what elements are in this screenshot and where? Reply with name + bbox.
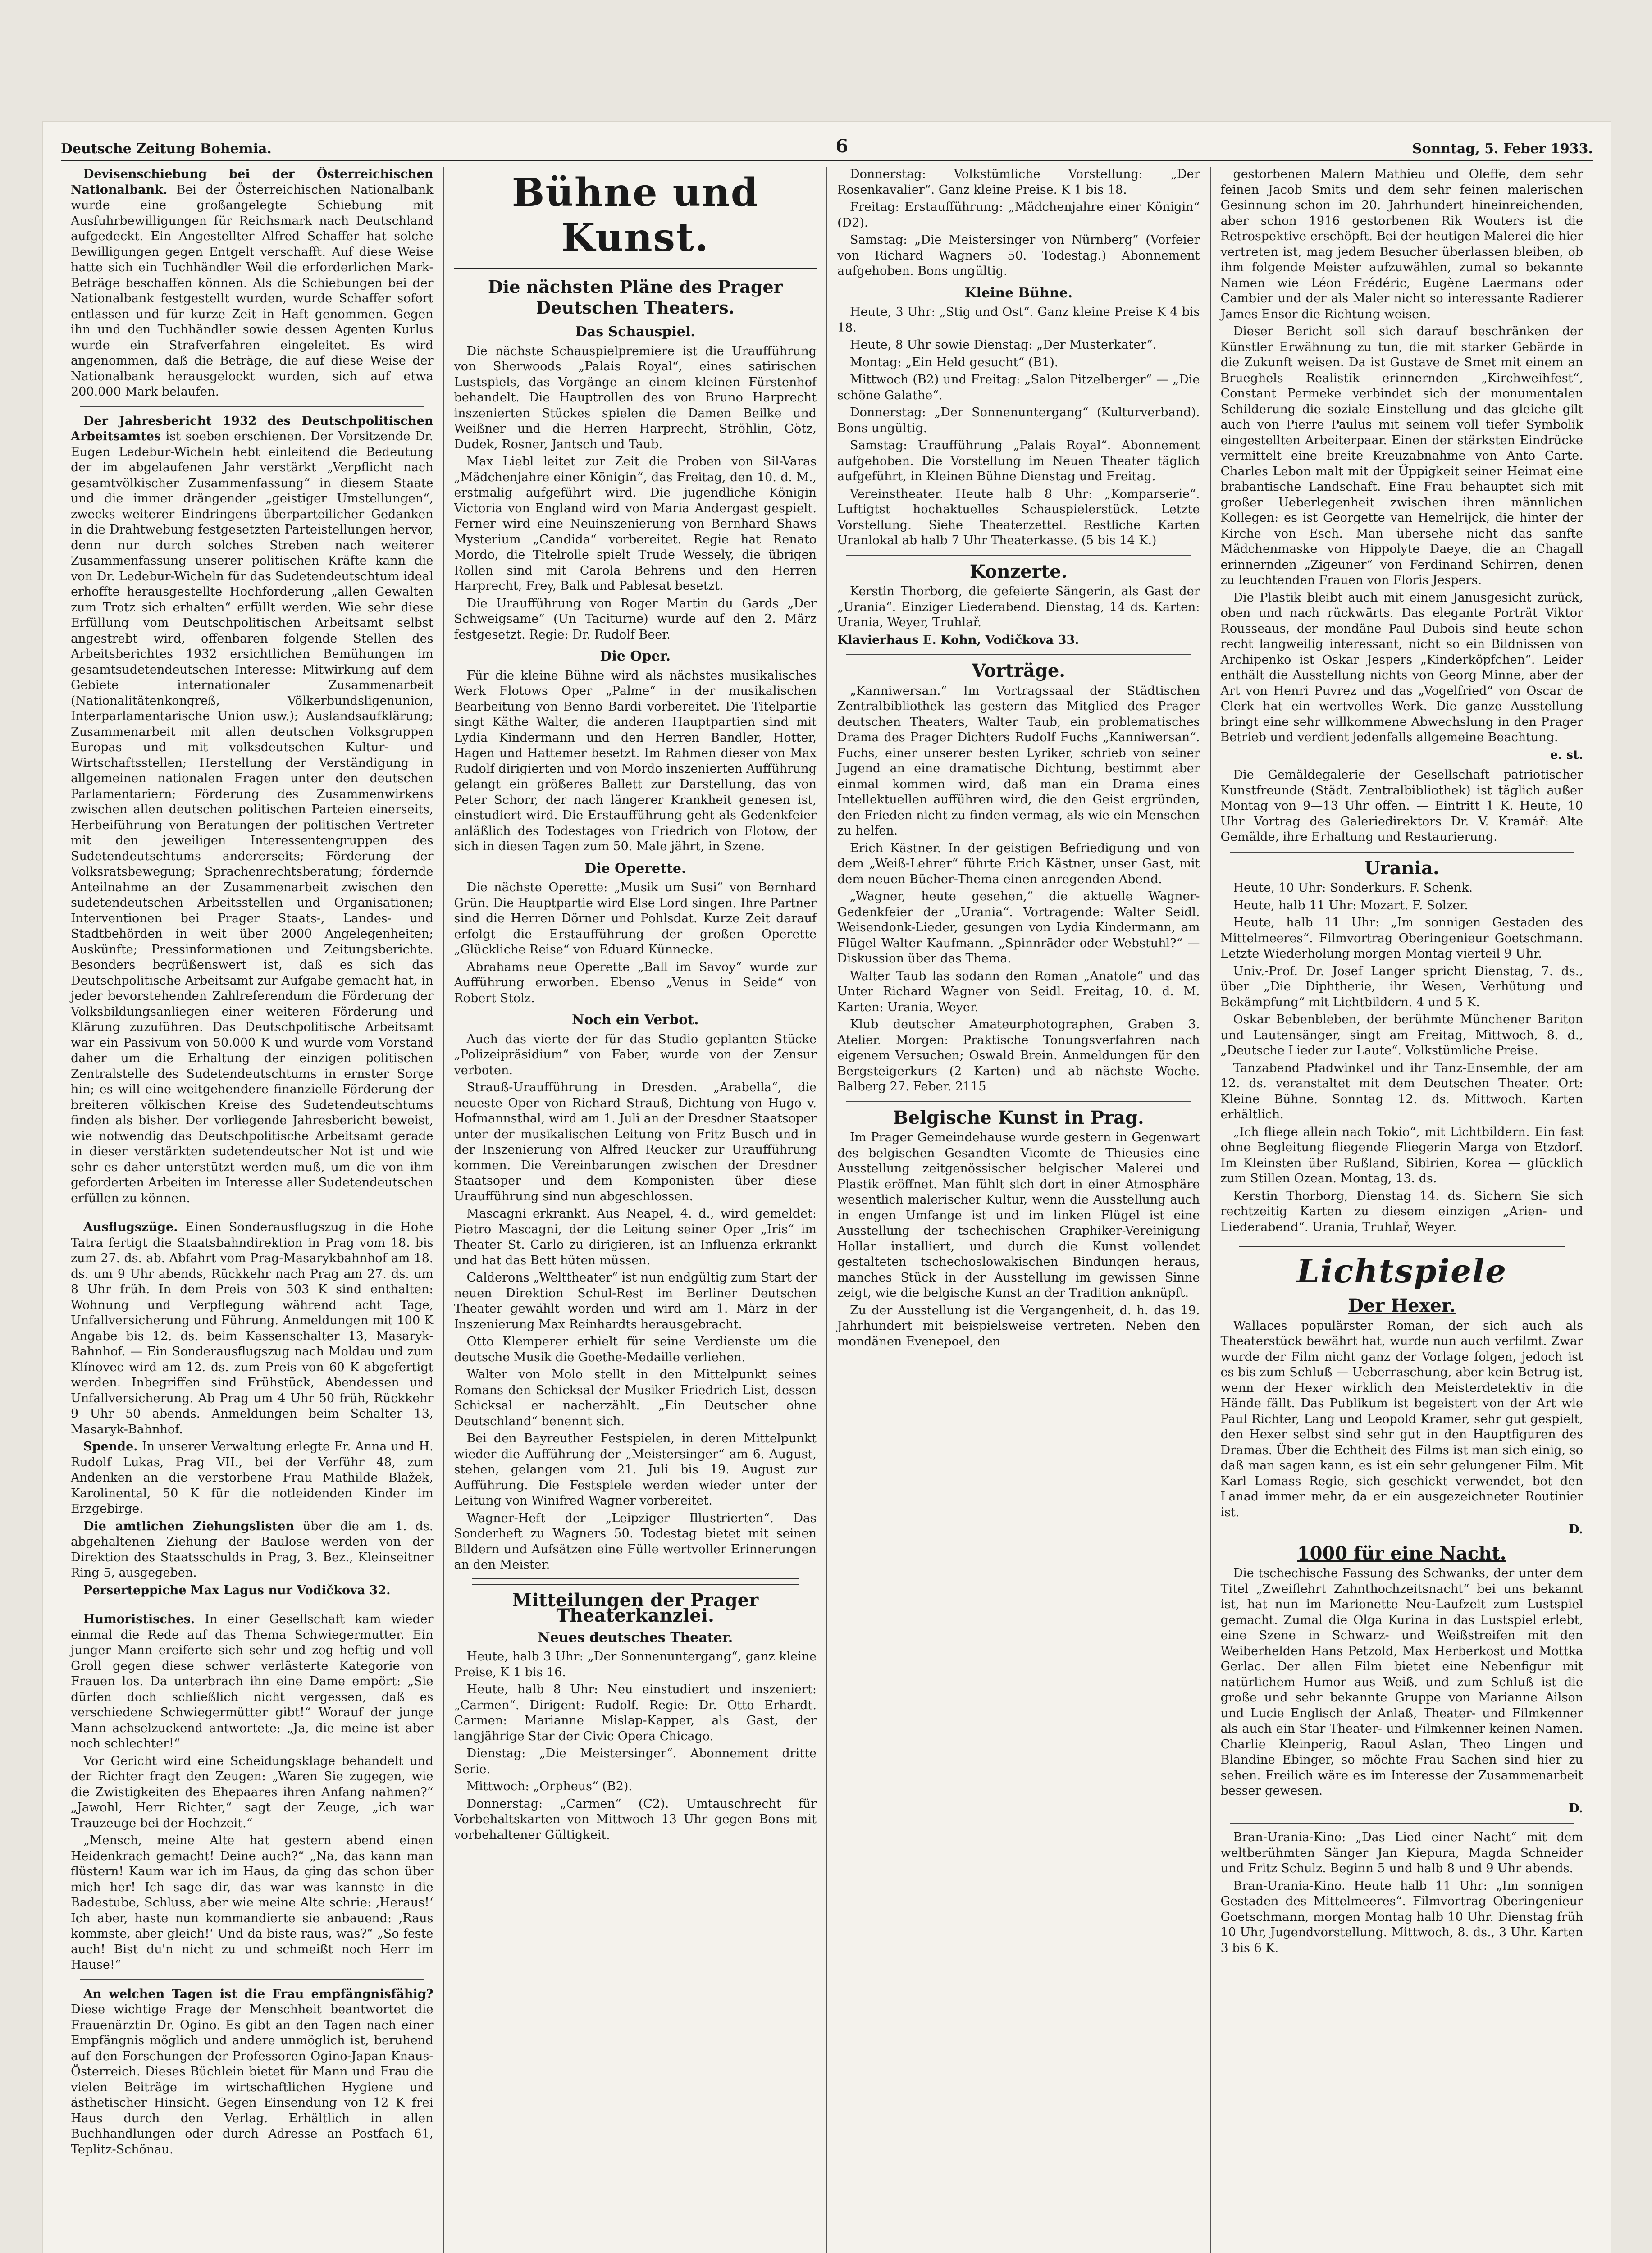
article-paragraph bbox=[454, 960, 817, 1007]
paragraph-text: Mittwoch (B2) und Freitag: „Salon Pitzelberger“ — „Die schöne Galathe“. bbox=[837, 373, 1200, 402]
kleine-buehne-schedule bbox=[837, 305, 1200, 485]
article-paragraph bbox=[71, 1754, 434, 1832]
article-paragraph bbox=[454, 1270, 817, 1332]
gemaeldegalerie: Die Gemäldegalerie der Gesellschaft patriotischer Kunstfreunde (Städt. Zentralbibliothek) ist täglich außer Montag von 9—13 Uhr offen. — Eintritt 1 K. Heute, 10 Uhr Vortrag des Galeriedirektors Dr. V. Kramář: Alte Gemälde, ihre Erhaltung und Restaurierung. bbox=[1220, 768, 1583, 844]
paragraph-text: Die Plastik bleibt auch mit einem Janusgesicht zurück, oben und nach rückwärts. Das elegante Porträt Viktor Rousseaus, der mondäne Paul Dubois sind heute schon recht langweilig interessant, nicht so ein Bildnissen von Archipenko ist Oskar Jespers „Kinderköpfchen“. Leider enthält die Ausstellung nichts von Georg Minne, aber der Art von Henri Puvrez und das „Vogelfried“ von Oscar de Clerk hat ein wertvolles Werk. Die ganze Ausstellung bringt eine sehr willkommene Abwechslung in den Prager Betrieb und verdient jedenfalls allgemeine Beachtung. bbox=[1220, 590, 1583, 744]
paragraph-lead: Ausflugszüge. bbox=[83, 1220, 178, 1234]
paragraph-text: Donnerstag: Volkstümliche Vorstellung: „Der Rosenkavalier“. Ganz kleine Preise. K 1 bis 18. bbox=[837, 167, 1200, 197]
urania-item bbox=[1221, 898, 1584, 914]
schedule-item bbox=[454, 1649, 817, 1680]
paragraph-text: ist soeben erschienen. Der Vorsitzende Dr. Eugen Ledebur-Wicheln hebt einleitend die Bedeutung der im abgelaufenen Jahr verstärkt „Verpflicht nach gesamtvölkischer Zusammenfassung“ in diesem Staate und die immer drängender „geistiger Umstellungen“, zwecks weiterer Eindringens überparteilicher Gedanken in die Drahtwebung festgesetzten Parteistellungen hervor, denn nur durch solches Streben nach weiterer Zusammenfassung unserer politischen Kräfte kann die von Dr. Ledebur-Wicheln für das Sudetendeutschtum ideal erhoffte herausgestellte Hochforderung „allen Gewalten zum Trotz sich erhalten“ erfüllt werden. Wie sehr diese Erfüllung vom Deutschpolitischen Arbeitsamt selbst angestrebt wird, offenbaren folgende Stellen des Arbeitsberichtes 1932 ersichtlichen Bemühungen im gesamtsudetendeutschen Interesse: Mitwirkung auf dem Gebiete internationaler Zusammenarbeit (Nationalitätenkongreß, Völkerbundsligenunion, Interparlamentarische Union usw.); Auslandsaufklärung; Zusammenarbeit mit allen deutschen Volksgruppen Europas und mit volksdeutschen Kultur- und Wirtschaftsstellen; Herstellung der Verständigung in allgemeinen nationalen Fragen unter den deutschen Parlamentariern; Förderung des Zusammenwirkens zwischen allen deutschen politischen Parteien einerseits, Herbeiführung von Beratungen der politischen Vertreter mit den jeweiligen Interessentengruppen des Sudetendeutschtums andererseits; Förderung der Volksratsbewegung; Sprachenrechtsberatung; fördernde Anteilnahme an der Zusammenarbeit zwischen den sudetendeutschen Arbeitsstellen und Organisationen; Interventionen bei Prager Staats-, Landes- und Stadtbehörden in weit über 2000 Angelegenheiten; Auskünfte; Pressinformationen und Zeitungsberichte. Besonders begrüßenswert ist, daß es sich das Deutschpolitische Arbeitsamt zur Aufgabe gemacht hat, in jeder bevorstehenden Zahlreferendum die Förderung der Volksbildungsanliegen einer weiteren Förderung und Klärung zuzuführen. Das Deutschpolitische Arbeitsamt war ein Passivum von 50.000 K und wurde vom Vorstand daher um die Erhaltung der einzigen politischen Zentralstelle des Sudetendeutschtums in ernster Sorge hin; es will eine weitgehendere finanzielle Förderung der breiteren völkischen Kreise des Sudetendeutschtums finden als bisher. Der vorliegende Jahresbericht beweist, wie notwendig das Deutschpolitische Arbeitsamt gerade in dieser verstärkten sudetendeutscher Not ist und wie sehr es daher unterstützt werden muß, um die von ihm geforderten Arbeiten im Interesse aller Sudetendeutschen erfüllen zu können. bbox=[71, 429, 434, 1205]
schedule-item bbox=[837, 167, 1200, 198]
urania-item bbox=[1221, 1012, 1584, 1059]
paragraph-text: Samstag: „Die Meistersinger von Nürnberg“ (Vorfeier von Richard Wagners 50. Todestag.) Abonnement aufgehoben. Bons ungültig. bbox=[837, 233, 1200, 278]
paragraph-text: gestorbenen Malern Mathieu und Oleffe, dem sehr feinen Jacob Smits und dem sehr feinen malerischen Gesinnung schon im 20. Jahrhundert hineinreichenden, aber schon 1916 gestorbenen Rik Wouters ist die Retrospektive erschöpft. Bei der heutigen Malerei die hier vertreten ist, mag jedem Besucher überlassen bleiben, ob ihm folgende Meister aufzuwählen, zumal so bekannte Namen wie Léon Frédéric, Eugène Laermans oder Cambier und der als Maler nicht so interessante Radierer James Ensor die Richtung weisen. bbox=[1220, 167, 1583, 321]
article-paragraph bbox=[454, 880, 817, 958]
article-paragraph bbox=[71, 1833, 434, 1973]
masthead-page-number: 6 bbox=[835, 136, 849, 157]
signature: D. bbox=[1569, 1801, 1583, 1815]
divider bbox=[1230, 1823, 1574, 1824]
section-title-buehne: Bühne und Kunst. bbox=[511, 170, 759, 260]
article-paragraph bbox=[454, 1032, 817, 1079]
paragraph-lead: Die amtlichen Ziehungslisten bbox=[83, 1519, 294, 1533]
paragraph-text: Die nächste Schauspielpremiere ist die Uraufführung von Sherwoods „Palais Royal“, eines satirischen Lustspiels, das Vorgänge an einem kleinen Fürstenhof behandelt. Die Hauptrollen des von Bruno Harprecht inszenierten Stückes spielen die Damen Beilke und Weißner und die Herren Harprecht, Ströhlin, Götz, Dudek, Rosner, Jantsch und Taub. bbox=[454, 344, 817, 452]
paragraph-text: Zu der Ausstellung ist die Vergangenheit, d. h. das 19. Jahrhundert mit beispielsweise vertreten. Neben den mondänen Evenepoel, den bbox=[837, 1303, 1200, 1349]
paragraph-text: Heute, 10 Uhr: Sonderkurs. F. Schenk. bbox=[1233, 881, 1473, 895]
divider bbox=[846, 1101, 1191, 1102]
schedule-item bbox=[454, 1797, 817, 1843]
paragraph-text: Samstag: Uraufführung „Palais Royal“. Abonnement aufgehoben. Die Vorstellung im Neuen Theater täglich aufgeführt, in Kleinen Bühne Dienstag und Freitag. bbox=[837, 438, 1200, 483]
paragraph-text: Calderons „Welttheater“ ist nun endgültig zum Start der neuen Direktion Schul-Rest im Berliner Deutschen Theater gewählt worden und wird am 1. März in der Inszenierung Max Reinhardts herausgebracht. bbox=[454, 1271, 817, 1332]
article-paragraph bbox=[454, 668, 817, 855]
article-paragraph bbox=[454, 454, 817, 594]
theater-plans bbox=[454, 324, 817, 1573]
schedule-item bbox=[837, 233, 1200, 279]
subsection-heading: Noch ein Verbot. bbox=[572, 1012, 699, 1028]
paragraph-text: Abrahams neue Operette „Ball im Savoy“ wurde zur Aufführung erworben. Ebenso „Venus in Seide“ von Robert Stolz. bbox=[454, 960, 817, 1005]
paragraph-text: Tanzabend Pfadwinkel und ihr Tanz-Ensemble, der am 12. ds. veranstaltet mit dem Deutschen Theater. Ort: Kleine Bühne. Sonntag 12. ds. Mittwoch. Karten erhältlich. bbox=[1220, 1061, 1583, 1122]
paragraph-lead: Der Jahresbericht 1932 des Deutschpolitischen Arbeitsamtes bbox=[71, 414, 434, 443]
paragraph-text: „Wagner, heute gesehen,“ die aktuelle Wagner-Gedenkfeier der „Urania“. Vortragende: Walter Seidl. Weisendonk-Lieder, gesungen von Lydia Kindermann, am Flügel Walter Kaufmann. „Spinnräder oder Webstuhl?“ — Diskussion über das Thema. bbox=[837, 889, 1200, 966]
lecture-item bbox=[837, 1017, 1200, 1095]
paragraph-lead: An welchen Tagen ist die Frau empfängnisfähig? bbox=[83, 1987, 434, 2001]
schedule-item bbox=[837, 438, 1200, 485]
lecture-item bbox=[837, 684, 1200, 839]
article-paragraph bbox=[71, 1519, 434, 1581]
urania-item bbox=[1221, 880, 1584, 896]
schedule-item bbox=[837, 200, 1200, 231]
urania-item bbox=[1221, 1125, 1584, 1187]
schedule-item bbox=[454, 1779, 817, 1795]
schedule-item bbox=[837, 405, 1200, 436]
urania-title: Urania. bbox=[1364, 857, 1439, 879]
paragraph-text: Heute, halb 3 Uhr: „Der Sonnenuntergang“, ganz kleine Preise, K 1 bis 16. bbox=[454, 1650, 817, 1679]
paragraph-text: Max Liebl leitet zur Zeit die Proben von Sil-Varas „Mädchenjahre einer Königin“, das Freitag, den 10. d. M., erstmalig aufgeführt wird. Die jugendliche Königin Victoria von England wird von Maria Andergast gespielt. Ferner wird eine Neuinszenierung von Bernhard Shaws Mysterium „Candida“ vorbereitet. Regie hat Renato Mordo, die Titelrolle spielt Trude Wessely, die übrigen Rollen sind mit Carola Behrens und den Herren Harprecht, Frey, Balk und Pablesat besetzt. bbox=[454, 455, 817, 593]
article-headline: Die nächsten Pläne des Prager Deutschen Theaters. bbox=[488, 277, 783, 318]
vortraege-title: Vorträge. bbox=[972, 660, 1066, 681]
paragraph-text: In unserer Verwaltung erlegte Fr. Anna und H. Rudolf Lukas, Prag VII., bei der Verführ 48, zum Andenken an die verstorbene Frau Mathilde Blažek, Karolinental, 50 K für die notleidenden Kinder im Erzgebirge. bbox=[71, 1440, 434, 1516]
paragraph-text: Heute, halb 11 Uhr: „Im sonnigen Gestaden des Mittelmeeres“. Filmvortrag Oberingenieur Goetschmann. Letzte Wiederholung morgen Montag vierteil 9 Uhr. bbox=[1220, 916, 1583, 961]
subsection-heading: Die Operette. bbox=[584, 860, 686, 876]
paragraph-lead: Perserteppiche Max Lagus nur Vodičkova 32. bbox=[83, 1583, 391, 1597]
paragraph-text: Kerstin Thorborg, Dienstag 14. ds. Sichern Sie sich rechtzeitig Karten zu diesem einzigen „Arien- und Liederabend“. Urania, Truhlař, Weyer. bbox=[1220, 1189, 1583, 1234]
paragraph-text: Donnerstag: „Carmen“ (C2). Umtauschrecht für Vorbehaltskarten von Mittwoch 13 Uhr gegen Bons mit vorbehaltener Gültigkeit. bbox=[454, 1797, 817, 1842]
article-paragraph bbox=[454, 1206, 817, 1268]
article-paragraph bbox=[1221, 590, 1584, 746]
paragraph-text: In einer Gesellschaft kam wieder einmal die Rede auf das Thema Schwiegermutter. Ein junger Mann ereiferte sich sehr und zog heftig und voll Groll gegen diese schwer verlästerte Kategorie von Frauen los. Da unterbrach ihn eine Dame empört: „Sie dürfen doch schließlich nicht vergessen, daß es verschiedene Schwiegermütter gibt!“ Worauf der junge Mann achselzuckend antwortete: „Ja, die meine ist aber noch schlechter!“ bbox=[71, 1612, 434, 1751]
paragraph-text: Dienstag: „Die Meistersinger“. Abonnement dritte Serie. bbox=[454, 1747, 817, 1776]
urania-item bbox=[1221, 915, 1584, 962]
paragraph-text: Heute, halb 8 Uhr: Neu einstudiert und inszeniert: „Carmen“. Dirigent: Rudolf. Regie: Dr. Otto Erhardt. Carmen: Marianne Mislap-Kapper, als Gast, der langjährige Star der Civic Opera Chicago. bbox=[454, 1683, 817, 1743]
article-paragraph bbox=[454, 1334, 817, 1365]
article-paragraph bbox=[71, 1987, 434, 2158]
tausend-review bbox=[1221, 1566, 1584, 1799]
paragraph-text: Einen Sonderausflugszug in die Hohe Tatra fertigt die Staatsbahndirektion in Prag vom 18. bis zum 27. ds. ab. Abfahrt vom Prag-Masarykbahnhof am 18. ds. um 9 Uhr abends, Rückkehr nach Prag am 27. ds. um 8 Uhr früh. In dem Preis von 503 K sind enthalten: Wohnung und Verpflegung während acht Tage, Unfallversicherung und Führung. Anmeldungen mit 100 K Angabe bis 12. ds. beim Kassenschalter 13, Masaryk-Bahnhof. — Ein Sonderausflugszug nach Moldau und zum Klínovec wird am 12. ds. zum Preis von 60 K abgefertigt werden. Inbegriffen sind Frühstück, Abendessen und Unfallversicherung. Ab Prag um 4 Uhr 50 früh, Rückkehr 9 Uhr 50 abends. Anmeldungen beim Schalter 13, Masaryk-Bahnhof. bbox=[71, 1220, 434, 1437]
paragraph-text: Bran-Urania-Kino: „Das Lied einer Nacht“ mit dem weltberühmten Sänger Jan Kiepura, Magda Schneider und Fritz Schulz. Beginn 5 und halb 8 und 9 Uhr abends. bbox=[1220, 1830, 1583, 1875]
paragraph-text: „Ich fliege allein nach Tokio“, mit Lichtbildern. Ein fast ohne Begleitung fliegende Fliegerin Marga von Etzdorf. Im Kleinsten über Rußland, Sibirien, Korea — glücklich zum Stillen Ozean. Montag, 13. ds. bbox=[1220, 1125, 1583, 1186]
paragraph-text: Für die kleine Bühne wird als nächstes musikalisches Werk Flotows Oper „Palme“ in der musikalischen Bearbeitung von Benno Bardi vorbereitet. Die Titelpartie singt Käthe Walter, die anderen Hauptpartien sind mit Lydia Kindermann und den Herren Bandler, Hotter, Hagen und Hattemer besetzt. Im Rahmen dieser von Max Rudolf dirigierten und von Mordo inszenierten Aufführung gelangt ein größeres Ballett zur Darstellung, das von Peter Schorr, der nach längerer Krankheit genesen ist, einstudiert wird. Die Erstaufführung geht als Gedenkfeier anläßlich des Todestages von Friedrich von Flotow, der sich in diesen Tagen zum 50. Male jährt, in Szene. bbox=[454, 668, 817, 853]
paragraph-text: Univ.-Prof. Dr. Josef Langer spricht Dienstag, 7. ds., über „Die Diphtherie, ihr Wesen, Verhütung und Bekämpfung“ mit Lichtbildern. 4 und 5 K. bbox=[1220, 964, 1583, 1009]
article-paragraph bbox=[71, 1439, 434, 1517]
paragraph-text: Erich Kästner. In der geistigen Befriedigung und von dem „Weiß-Lehrer“ führte Erich Kästner, unser Gast, mit dem neuen Bücher-Thema einen anregenden Abend. bbox=[837, 841, 1200, 886]
paragraph-text: Wagner-Heft der „Leipziger Illustrierten“. Das Sonderheft zu Wagners 50. Todestag bietet mit seinen Bildern und Aufsätzen eine Fülle wertvoller Erinnerungen an den Meister. bbox=[454, 1511, 817, 1572]
paragraph-text: Auch das vierte der für das Studio geplanten Stücke „Polizeipräsidium“ von Faber, wurde von der Zensur verboten. bbox=[454, 1032, 817, 1077]
article-paragraph bbox=[1221, 167, 1584, 322]
schedule-item bbox=[837, 355, 1200, 371]
paragraph-text: Bran-Urania-Kino. Heute halb 11 Uhr: „Im sonnigen Gestaden des Mittelmeeres“. Filmvortrag Oberingenieur Goetschmann, morgen Montag halb 10 Uhr. Dienstag früh 10 Uhr, Jugendvorstellung. Mittwoch, 8. ds., 3 Uhr. Karten 3 bis 6 K. bbox=[1220, 1879, 1583, 1955]
masthead-date: Sonntag, 5. Feber 1933. bbox=[1412, 141, 1593, 157]
masthead bbox=[61, 130, 1593, 161]
article-paragraph bbox=[71, 1583, 434, 1599]
paragraph-lead: Spende. bbox=[83, 1440, 138, 1454]
article-paragraph bbox=[454, 596, 817, 643]
column-4 bbox=[1211, 167, 1593, 2253]
subsection-heading: Das Schauspiel. bbox=[575, 324, 695, 340]
subsection-heading: Die Oper. bbox=[600, 648, 671, 664]
article-paragraph bbox=[454, 1367, 817, 1429]
divider bbox=[1230, 852, 1574, 853]
paragraph-text: Die nächste Operette: „Musik um Susi“ von Bernhard Grün. Die Hauptpartie wird Else Lord singen. Ihre Partner sind die Herren Dörner und Pohlsdat. Kurze Zeit darauf erfolgt die Erstaufführung der großen Operette „Glückliche Reise“ von Eduard Künnecke. bbox=[454, 880, 817, 957]
paragraph-text: Wallaces populärster Roman, der sich auch als Theaterstück bewährt hat, wurde nun auch verfilmt. Zwar wurde der Film nicht ganz der Vorlage folgen, jedoch ist es bis zum Schluß — Ueberraschung, aber kein Betrug ist, wenn der Hexer wirklich den Meisterdetektiv in die Hände fällt. Das Publikum ist begeistert von der Art wie Paul Richter, Lang und Leopold Kramer, sehr gut gespielt, den Hexer selbst sind sehr gut in den Hauptfiguren des Dramas. Über die Echtheit des Films ist man sich einig, so daß man sagen kann, es ist ein sehr gelungener Film. Mit Karl Lomass Regie, sich geschickt verwendet, bot den Lanad immer mehr, da er ein ausgezeichneter Routinier ist. bbox=[1220, 1318, 1583, 1519]
kanzlei-title: Mitteilungen der Prager Theaterkanzlei. bbox=[512, 1589, 759, 1626]
klavierhaus-ad: Klavierhaus E. Kohn, Vodičkova 33. bbox=[837, 633, 1079, 647]
divider bbox=[80, 1979, 424, 1980]
belgische-kunst-title: Belgische Kunst in Prag. bbox=[893, 1107, 1144, 1128]
divider bbox=[454, 268, 817, 269]
paragraph-text: Im Prager Gemeindehause wurde gestern in Gegenwart des belgischen Gesandten Vicomte de Thieusies eine Ausstellung zeitgenössischer belgischer Malerei und Plastik eröffnet. Man fühlt sich dort in einer Atmosphäre wesentlich malerischer Kultur, wenn die Ausstellung auch in engen Umfange ist und im linken Flügel ist eine Ausstellung der tschechischen Graphiker-Vereinigung Hollar installiert, und durch die Kunst vollendet gestalteten tschechoslowakischen Bindungen heraus, manches Stück in der Ausstellung im gewissen Sinne zeigt, wie die belgische Kunst an der Tradition anknüpft. bbox=[837, 1131, 1200, 1300]
urania-list bbox=[1221, 880, 1584, 1235]
hexer-review bbox=[1221, 1318, 1584, 1521]
schedule-item bbox=[837, 305, 1200, 336]
article-paragraph bbox=[454, 1431, 817, 1509]
paragraph-lead: Devisenschiebung bei der Österreichischen Nationalbank. bbox=[71, 167, 434, 197]
cinema-ad bbox=[1221, 1830, 1584, 1877]
paragraph-text: Bei der Österreichischen Nationalbank wurde eine großangelegte Schiebung mit Ausfuhrbewilligungen für Reichsmark nach Deutschland aufgedeckt. Ein Angestellter Alfred Schaffer hat solche Bewilligungen gegen Entgelt verschafft. Auf diese Weise hatte sich ein Tuchhändler Weil die erforderlichen Mark-Beträge beschaffen können. Als die Schiebungen bei der Nationalbank festgestellt wurden, wurde Schaffer sofort entlassen und für kurze Zeit in Haft genommen. Gegen ihn und den Tuchhändler sowie dessen Agenten Kurlus wurde ein Strafverfahren eingeleitet. Es wird angenommen, daß die Beträge, die auf diese Weise der Nationalbank herausgelockt wurden, sich auf etwa 200.000 Mark belaufen. bbox=[71, 182, 434, 399]
paragraph-text: Die tschechische Fassung des Schwanks, der unter dem Titel „Zweiflehrt Zahnthochzeitsnacht“ bei uns bekannt ist, hat nun im Marionette Neu-Laufzeit zum Lustspiel gemacht. Zumal die Olga Kurina in das Lustspiel erlebt, eine Szene in Schwarz- und Weißstreifen mit den Weiberhelden Hans Petzold, Max Herberkost und Mottka Gerlac. Der allen Film bietet eine Nebenfigur mit natürlichem Humor aus Weiß, und zum Schluß ist die große und sehr bekannte Gruppe von Marianne Ailson und Lucie Englisch der Anlaß, Theater- und Filmkenner als auch ein Star Theater- und Filmkenner keinen Namen. Charlie Kleinperig, Raoul Aslan, Theo Lingen und Blandine Ebinger, so möchte Frau Sachen sind hier zu sehen. Freilich wäre es im Interesse der Zusammenarbeit besser gewesen. bbox=[1220, 1566, 1583, 1798]
kanzlei-subtitle: Neues deutsches Theater. bbox=[538, 1629, 733, 1646]
lecture-item bbox=[837, 969, 1200, 1016]
paragraph-text: Mittwoch: „Orpheus“ (B2). bbox=[466, 1779, 633, 1793]
divider bbox=[1239, 1241, 1565, 1247]
theater-schedule bbox=[837, 167, 1200, 279]
article-paragraph bbox=[454, 344, 817, 453]
paragraph-text: Dieser Bericht soll sich darauf beschränken der Künstler Erwähnung zu tun, die mit starker Gebärde in die Zukunft weisen. Da ist Gustave de Smet mit einem an Brueghels Realistik erinnernden „Kirchweihfest“, Constant Permeke verbindet sich der monumentalen Schilderung die soziale Einstellung und das gleiche gilt auch von Pierre Paulus mit seinem voll tiefer Symbolik eingestellten Arbeiterpaar. Einen der stärksten Eindrücke vermittelt eine breite Kreuzabnahme von Anto Carte. Charles Lebon malt mit der Üppigkeit seiner Heimat eine brabantische Landschaft. Eine Frau behauptet sich mit großer Ueberlegenheit zwischen ihren männlichen Kollegen: es ist Georgette van Hemelrijck, die hinter der Kirche von Esch. Man übersehe nicht das sanfte Mädchenmaske von Hippolyte Daeye, die an Chagall erinnernden „Zigeuner“ von Ferdinand Schirren, denen zu leuchtenden Frauen von Floris Jespers. bbox=[1220, 324, 1583, 587]
divider bbox=[846, 654, 1191, 655]
article-paragraph bbox=[1221, 1566, 1584, 1799]
paragraph-text: Walter Taub las sodann den Roman „Anatole“ und das Unter Richard Wagner von Seidl. Freitag, 10. d. M. Karten: Urania, Weyer. bbox=[837, 969, 1200, 1014]
article-paragraph bbox=[837, 1303, 1200, 1350]
paragraph-text: Oskar Bebenbleben, der berühmte Münchener Bariton und Lautensänger, singt am Freitag, Mittwoch, 8. d., „Deutsche Lieder zur Laute“. Volkstümliche Preise. bbox=[1220, 1012, 1583, 1058]
paragraph-text: Donnerstag: „Der Sonnenuntergang“ (Kulturverband). Bons ungültig. bbox=[837, 406, 1200, 435]
lecture-item bbox=[837, 889, 1200, 967]
paragraph-text: Otto Klemperer erhielt für seine Verdienste um die deutsche Musik die Goethe-Medaille verliehen. bbox=[454, 1335, 817, 1364]
article-paragraph bbox=[1221, 324, 1584, 588]
paragraph-text: Heute, 8 Uhr sowie Dienstag: „Der Musterkater“. bbox=[850, 338, 1157, 352]
urania-item bbox=[1221, 1189, 1584, 1236]
cinema-ad bbox=[1221, 1879, 1584, 1957]
belgische-kunst-continued bbox=[1221, 167, 1584, 746]
paragraph-text: Montag: „Ein Held gesucht“ (B1). bbox=[850, 355, 1059, 369]
column-2 bbox=[444, 167, 828, 2253]
lichtspiele-title: Lichtspiele bbox=[1296, 1252, 1507, 1290]
column-3 bbox=[827, 167, 1211, 2253]
paragraph-text: Klub deutscher Amateurphotographen, Graben 3. Atelier. Morgen: Praktische Tonungsverfahren nach eigenem Versuchen; Oswald Brein. Anmeldungen für den Bergsteigerkurs (2 Karten) und ab nächste Woche. Balberg 27. Feber. 2115 bbox=[837, 1017, 1200, 1094]
article-paragraph bbox=[71, 414, 434, 1207]
urania-item bbox=[1221, 964, 1584, 1011]
belgische-kunst-text bbox=[837, 1130, 1200, 1350]
columns bbox=[61, 167, 1593, 2253]
paragraph-text: Die Uraufführung von Roger Martin du Gards „Der Schweigsame“ (Un Taciturne) wurde auf den 2. März festgesetzt. Regie: Dr. Rudolf Beer. bbox=[454, 596, 817, 642]
kino-ads bbox=[1221, 1830, 1584, 1956]
paragraph-text: Heute, halb 11 Uhr: Mozart. F. Solzer. bbox=[1233, 898, 1469, 912]
kleine-buehne-title: Kleine Bühne. bbox=[964, 285, 1073, 301]
paragraph-text: Walter von Molo stellt in den Mittelpunkt seines Romans den Schicksal der Musiker Friedrich List, dessen Schicksal er nacherzählt. „Ein Deutscher ohne Deutschland“ benennt sich. bbox=[454, 1368, 817, 1428]
paragraph-lead: Humoristisches. bbox=[83, 1612, 195, 1626]
article-paragraph bbox=[837, 1130, 1200, 1301]
konzerte-title: Konzerte. bbox=[969, 561, 1068, 582]
schedule-item bbox=[454, 1746, 817, 1777]
paragraph-text: „Mensch, meine Alte hat gestern abend einen Heidenkrach gemacht! Deine auch?“ „Na, das kann man flüstern! Kaum war ich im Haus, da ging das schon über mich her! Ich sage dir, das war was kannste in die Badestube, Schluss, aber wie meine Alte schrie: ‚Heraus!‘ Ich aber, haste nun kommandierte sie anbauend: ‚Raus kommste, aber gleich!‘ Und da biste raus, was?“ „So feste auch! Bist du'n nicht zu und schmeißt noch Herr im Hause!“ bbox=[71, 1833, 434, 1972]
paragraph-text: Vor Gericht wird eine Scheidungsklage behandelt und der Richter fragt den Zeugen: „Waren Sie zugegen, wie die Zwistigkeiten des Ehepaares ihren Anfang nahmen?“ „Jawohl, Herr Richter,“ sagt der Zeuge, „ich war Trauzeuge bei der Hochzeit.“ bbox=[71, 1754, 434, 1830]
divider bbox=[846, 555, 1191, 556]
paragraph-text: Strauß-Uraufführung in Dresden. „Arabella“, die neueste Oper von Richard Strauß, Dichtung von Hugo v. Hofmannsthal, wird am 1. Juli an der Dresdner Staatsoper unter der musikalischen Leitung von Fritz Busch und in der Inszenierung von Alfred Reucker zur Uraufführung kommen. Die Vereinbarungen zwischen der Dresdner Staatsoper und dem Komponisten über diese Uraufführung sind nun abgeschlossen. bbox=[454, 1081, 817, 1204]
paragraph-text: „Kanniwersan.“ Im Vortragssaal der Städtischen Zentralbibliothek las gestern das Mitglied des Prager deutschen Theaters, Walter Taub, ein problematisches Drama des Prager Dichters Rudolf Fuchs „Kanniwersan“. Fuchs, einer unserer besten Lyriker, schrieb von seiner Jugend an eine dramatische Dichtung, bestimmt aber einmal kommen wird, daß man ein Drama eines Intellektuellen aufführen wird, die den Geist ergründen, den Frieden nicht zu finden vermag, als wie ein Menschen zu helfen. bbox=[837, 684, 1200, 838]
kanzlei-items bbox=[454, 1649, 817, 1843]
divider bbox=[472, 1578, 799, 1585]
lecture-item bbox=[837, 841, 1200, 888]
vortraege-list bbox=[837, 684, 1200, 1095]
article-paragraph bbox=[454, 1511, 817, 1573]
paragraph-text: Freitag: Erstaufführung: „Mädchenjahre einer Königin“ (D2). bbox=[837, 200, 1200, 230]
article-paragraph bbox=[1221, 1318, 1584, 1521]
newspaper-page bbox=[43, 122, 1611, 2253]
konzerte-text: Kerstin Thorborg, die gefeierte Sängerin, als Gast der „Urania“. Einziger Liederabend. Dienstag, 14 ds. Karten: Urania, Weyer, Truhlař. bbox=[837, 584, 1200, 629]
article-paragraph bbox=[71, 1220, 434, 1437]
divider bbox=[80, 406, 424, 407]
masthead-paper-name: Deutsche Zeitung Bohemia. bbox=[61, 141, 272, 157]
column-1 bbox=[61, 167, 444, 2253]
article-paragraph bbox=[454, 1080, 817, 1204]
article-paragraph bbox=[71, 167, 434, 400]
schedule-item bbox=[837, 372, 1200, 403]
schedule-item bbox=[454, 1682, 817, 1744]
urania-item bbox=[1221, 1061, 1584, 1123]
paragraph-text: Bei den Bayreuther Festspielen, in deren Mittelpunkt wieder die Aufführung der „Meistersinger“ am 6. August, stehen, gelangen vom 21. Juli bis 19. August zur Aufführung. Die Festspiele werden wieder unter der Leitung von Winifred Wagner vorbereitet. bbox=[454, 1432, 817, 1508]
paragraph-text: Mascagni erkrankt. Aus Neapel, 4. d., wird gemeldet: Pietro Mascagni, der die Leitung seiner Oper „Iris“ im Theater St. Carlo zu dirigieren, ist an Influenza erkrankt und hat das Bett hüten müssen. bbox=[454, 1207, 817, 1268]
vereinstheater: Vereinstheater. Heute halb 8 Uhr: „Komparserie“. Luftigtst hochaktuelles Schauspielerstück. Letzte Vorstellung. Siehe Theaterzettel. Restliche Karten Uranlokal ab halb 7 Uhr Theaterkasse. (5 bis 14 K.) bbox=[837, 487, 1200, 547]
schedule-item bbox=[837, 337, 1200, 353]
signature: e. st. bbox=[1550, 748, 1583, 762]
tausend-title: 1000 für eine Nacht. bbox=[1297, 1542, 1506, 1564]
article-paragraph bbox=[71, 1612, 434, 1752]
hexer-title: Der Hexer. bbox=[1348, 1295, 1456, 1316]
paragraph-text: Diese wichtige Frage der Menschheit beantwortet die Frauenärztin Dr. Ogino. Es gibt an den Tagen nach einer Empfängnis möglich und andere unmöglich ist, beruhend auf den Forschungen der Professoren Ogino-Japan Knaus-Österreich. Dieses Büchlein bietet für Mann und Frau die vielen Beiträge im wirtschaftlichen Hygiene und ästhetischer Hinsicht. Gegen Einsendung von 12 K frei Haus durch den Verlag. Erhältlich in allen Buchhandlungen oder durch Adresse an Postfach 61, Teplitz-Schönau. bbox=[71, 2002, 434, 2157]
paragraph-text: über die am 1. ds. abgehaltenen Ziehung der Baulose werden von der Direktion des Staatsschulds in Prag, 3. Bez., Kleinseitner Ring 5, ausgegeben. bbox=[71, 1519, 434, 1580]
paragraph-text: Heute, 3 Uhr: „Stig und Ost“. Ganz kleine Preise K 4 bis 18. bbox=[837, 305, 1200, 335]
signature: D. bbox=[1569, 1523, 1583, 1537]
